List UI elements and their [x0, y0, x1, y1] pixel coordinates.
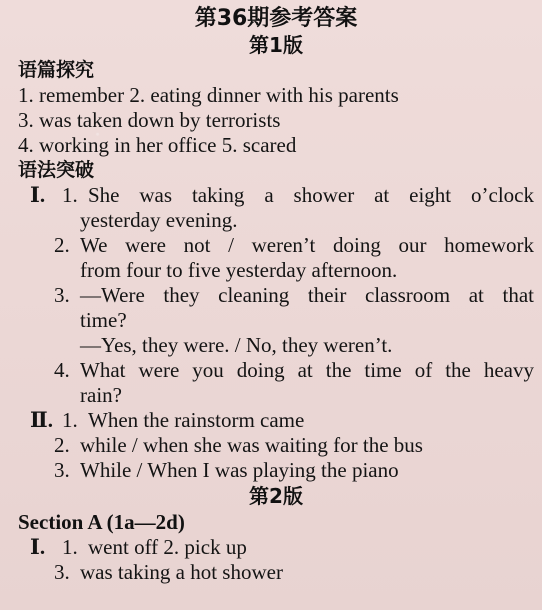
grammar-section-label: 语法突破: [18, 159, 95, 181]
item-text: When the rainstorm came: [88, 408, 305, 432]
item-number: 3.: [54, 560, 70, 584]
page2-heading: 第2版: [249, 484, 303, 508]
item-text: went off 2. pick up: [88, 535, 247, 559]
item-text: while / when she was waiting for the bus: [80, 433, 423, 457]
reading-section-label: 语篇探究: [18, 59, 95, 81]
item-text: was taking a hot shower: [80, 560, 283, 584]
item-continuation: from four to five yesterday afternoon.: [80, 258, 398, 282]
roman-numeral-one: Ⅰ.: [30, 183, 46, 207]
grammar-part1-item-1: [18, 183, 534, 208]
item-continuation: time?: [80, 308, 127, 332]
reading-answer-line: 1. remember 2. eating dinner with his parents: [18, 83, 399, 107]
item-text: What were you doing at the time of the heavy: [80, 358, 534, 382]
item-number: 3.: [54, 283, 70, 307]
item-number: 2.: [54, 433, 70, 457]
item-continuation: yesterday evening.: [80, 208, 238, 232]
item-number: 1.: [62, 535, 78, 559]
grammar-part2-item-1: [18, 408, 534, 433]
section-a-part1-item-1: [18, 535, 534, 560]
item-number: 2.: [54, 233, 70, 257]
section-a-part1-item-3: [54, 560, 534, 585]
grammar-part2-item-2: [54, 433, 534, 458]
grammar-part1-item-4: [54, 358, 534, 383]
section-a-title: Section A (1a—2d): [18, 510, 185, 534]
item-reply: —Yes, they were. / No, they weren’t.: [80, 333, 393, 357]
item-number: 4.: [54, 358, 70, 382]
roman-numeral-two: Ⅱ.: [30, 408, 53, 432]
grammar-part1-item-3: [54, 283, 534, 308]
grammar-part2-item-3: [54, 458, 534, 483]
item-continuation: rain?: [80, 383, 122, 407]
item-number: 1.: [62, 408, 78, 432]
item-text: —Were they cleaning their classroom at that: [80, 283, 534, 307]
item-text: She was taking a shower at eight o’clock: [88, 183, 534, 207]
item-text: While / When I was playing the piano: [80, 458, 399, 482]
item-number: 1.: [62, 183, 78, 207]
roman-numeral-one: Ⅰ.: [30, 535, 46, 559]
issue-title: 第36期参考答案: [194, 6, 358, 31]
grammar-part1-item-2: [54, 233, 534, 258]
reading-answer-line: 4. working in her office 5. scared: [18, 133, 297, 157]
reading-answer-line: 3. was taken down by terrorists: [18, 108, 281, 132]
page1-heading: 第1版: [249, 33, 303, 57]
item-number: 3.: [54, 458, 70, 482]
item-text: We were not / weren’t doing our homework: [80, 233, 534, 257]
